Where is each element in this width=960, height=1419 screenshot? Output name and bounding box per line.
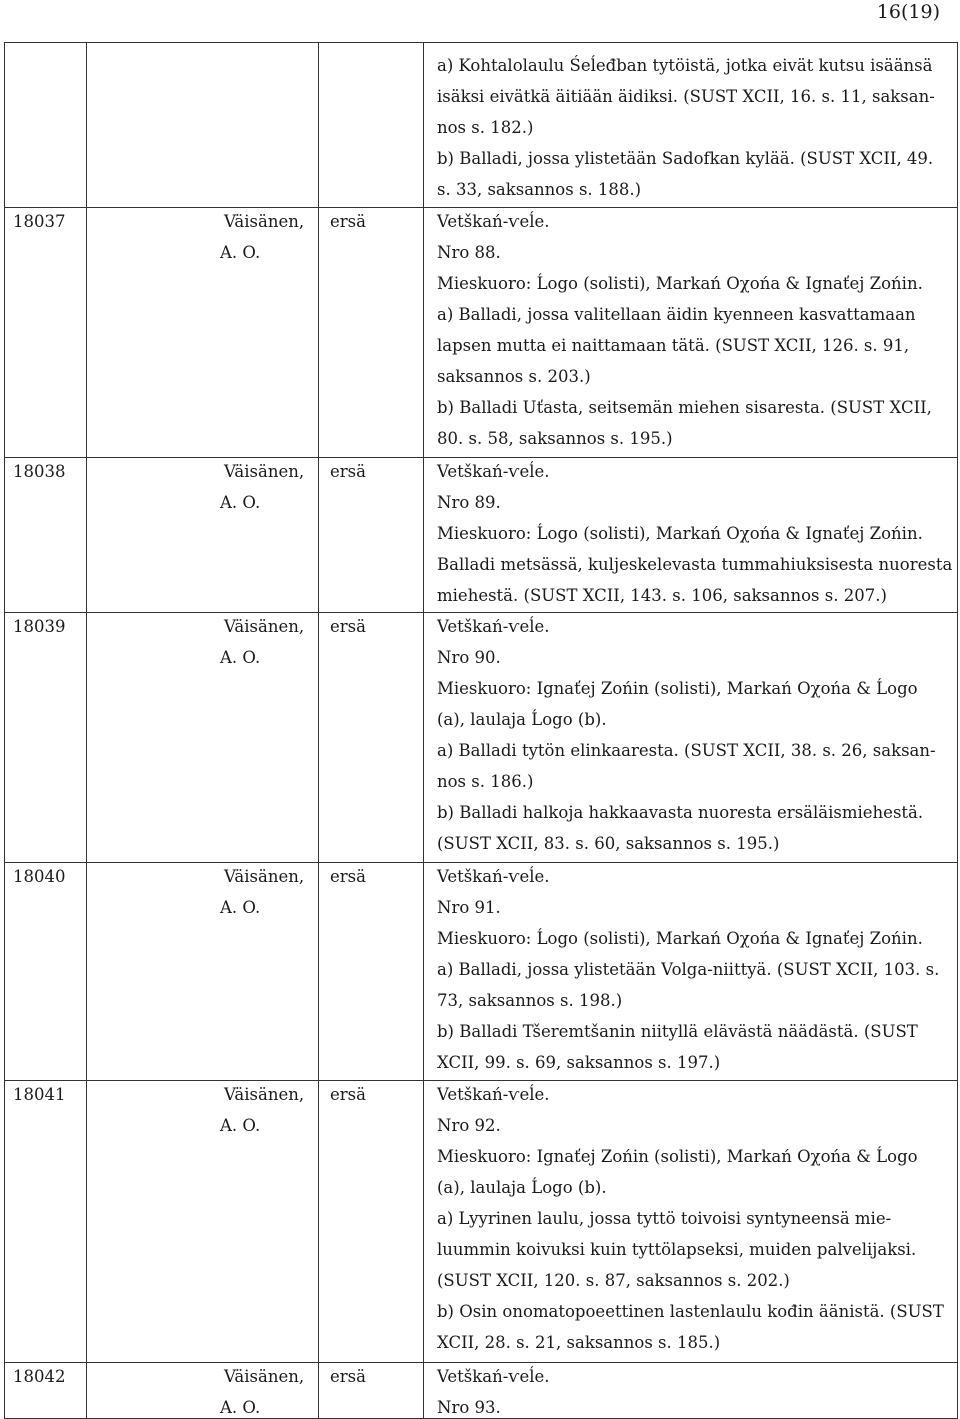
table-row (5, 1081, 958, 1363)
description-cell (424, 208, 958, 458)
description-line: Nro 88. (437, 243, 501, 262)
description-line: Vetškań-ѵeĺe. (437, 1367, 550, 1386)
collector-initials: A. O. (220, 898, 261, 917)
description-line: XCII, 28. s. 21, saksannos s. 185.) (437, 1333, 721, 1352)
description-line: Vetškań-ѵeĺe. (437, 617, 550, 636)
collector-cell (87, 613, 319, 863)
collector-cell (87, 208, 319, 458)
language-label: ersä (330, 617, 366, 636)
table-row-continuation (5, 43, 958, 208)
description-line: isäksi eivätkä äitiään äidiksi. (SUST XCII, 16. s. 11, saksan- (437, 87, 935, 106)
collector-initials: A. O. (220, 1398, 261, 1417)
table-row (5, 613, 958, 863)
description-line: Vetškań-ѵeĺe. (437, 1085, 550, 1104)
table-row (5, 458, 958, 613)
record-id: 18042 (13, 1367, 66, 1386)
description-line: Mieskuoro: Ĺogo (solisti), Markań Oχońa & Ignaťej Zońin. (437, 929, 923, 948)
language-cell (319, 458, 424, 613)
description-line: a) Balladi, jossa ylistetään Volga-niittyä. (SUST XCII, 103. s. (437, 960, 940, 979)
description-line: Nro 93. (437, 1398, 501, 1417)
description-line: a) Lyyrinen laulu, jossa tyttö toivoisi syntyneensä mie- (437, 1209, 892, 1228)
collector-initials: A. O. (220, 1116, 261, 1135)
collector-cell (87, 863, 319, 1081)
description-cell (424, 863, 958, 1081)
collector-name: Väisänen, (224, 1367, 305, 1386)
description-cell (424, 1363, 958, 1419)
description-line: Nro 91. (437, 898, 501, 917)
table-row (5, 1363, 958, 1419)
language-label: ersä (330, 1085, 366, 1104)
description-line: b) Osin onomatopoeettinen lastenlaulu kođin äänistä. (SUST (437, 1302, 944, 1321)
description-line: saksannos s. 203.) (437, 367, 591, 386)
language-cell (319, 208, 424, 458)
description-line: Nro 90. (437, 648, 501, 667)
description-line: lapsen mutta ei naittamaan tätä. (SUST XCII, 126. s. 91, (437, 336, 910, 355)
description-line: Vetškań-ѵeĺe. (437, 867, 550, 886)
collector-name: Väisänen, (224, 1085, 305, 1104)
id-cell (5, 1363, 87, 1419)
collector-cell (87, 43, 319, 208)
description-line: 73, saksannos s. 198.) (437, 991, 623, 1010)
description-line: miehestä. (SUST XCII, 143. s. 106, saksannos s. 207.) (437, 586, 887, 605)
page-number: 16(19) (876, 1, 940, 23)
language-label: ersä (330, 212, 366, 231)
description-line: Mieskuoro: Ignaťej Zońin (solisti), Markań Oχońa & Ĺogo (437, 1147, 918, 1166)
language-cell (319, 613, 424, 863)
description-line: a) Balladi tytön elinkaaresta. (SUST XCII, 38. s. 26, saksan- (437, 741, 936, 760)
description-line: Mieskuoro: Ĺogo (solisti), Markań Oχońa & Ignaťej Zońin. (437, 524, 923, 543)
collector-name: Väisänen, (224, 867, 305, 886)
description-line: Vetškań-ѵeĺe. (437, 462, 550, 481)
description-line: (SUST XCII, 83. s. 60, saksannos s. 195.) (437, 834, 780, 853)
id-cell (5, 43, 87, 208)
id-cell (5, 1081, 87, 1363)
description-line: Nro 89. (437, 493, 501, 512)
description-line: (a), laulaja Ĺogo (b). (437, 710, 607, 729)
description-line: XCII, 99. s. 69, saksannos s. 197.) (437, 1053, 721, 1072)
description-line: a) Kohtalolaulu Śeĺeđban tytöistä, jotka eivät kutsu isäänsä (437, 56, 933, 75)
description-line: Mieskuoro: Ignaťej Zońin (solisti), Markań Oχońa & Ĺogo (437, 679, 918, 698)
language-cell (319, 43, 424, 208)
collector-name: Väisänen, (224, 462, 305, 481)
archive-table (4, 42, 958, 1419)
description-line: Nro 92. (437, 1116, 501, 1135)
table-row (5, 863, 958, 1081)
collector-cell (87, 1363, 319, 1419)
id-cell (5, 613, 87, 863)
record-id: 18040 (13, 867, 66, 886)
description-line: s. 33, saksannos s. 188.) (437, 180, 642, 199)
description-line: b) Balladi Tšeremtšanin niityllä elävästä näädästä. (SUST (437, 1022, 918, 1041)
description-line: Mieskuoro: Ĺogo (solisti), Markań Oχońa & Ignaťej Zońin. (437, 274, 923, 293)
language-cell (319, 863, 424, 1081)
description-line: b) Balladi halkoja hakkaavasta nuoresta ersäläismiehestä. (437, 803, 924, 822)
description-line: nos s. 182.) (437, 118, 534, 137)
id-cell (5, 863, 87, 1081)
description-cell (424, 458, 958, 613)
description-line: luummin koivuksi kuin tyttölapseksi, muiden palvelijaksi. (437, 1240, 917, 1259)
language-label: ersä (330, 1367, 366, 1386)
language-label: ersä (330, 867, 366, 886)
collector-initials: A. O. (220, 493, 261, 512)
description-line: nos s. 186.) (437, 772, 534, 791)
description-cell (424, 613, 958, 863)
id-cell (5, 208, 87, 458)
table-row (5, 208, 958, 458)
language-cell (319, 1081, 424, 1363)
description-line: (a), laulaja Ĺogo (b). (437, 1178, 607, 1197)
collector-cell (87, 1081, 319, 1363)
language-cell (319, 1363, 424, 1419)
collector-initials: A. O. (220, 648, 261, 667)
id-cell (5, 458, 87, 613)
record-id: 18037 (13, 212, 66, 231)
collector-name: Väisänen, (224, 212, 305, 231)
description-line: Vetškań-ѵeĺe. (437, 212, 550, 231)
collector-cell (87, 458, 319, 613)
record-id: 18039 (13, 617, 66, 636)
description-line: (SUST XCII, 120. s. 87, saksannos s. 202.) (437, 1271, 790, 1290)
collector-initials: A. O. (220, 243, 261, 262)
record-id: 18038 (13, 462, 66, 481)
description-line: a) Balladi, jossa valitellaan äidin kyenneen kasvattamaan (437, 305, 916, 324)
record-id: 18041 (13, 1085, 66, 1104)
language-label: ersä (330, 462, 366, 481)
description-line: b) Balladi Uťasta, seitsemän miehen sisaresta. (SUST XCII, (437, 398, 932, 417)
description-line: Balladi metsässä, kuljeskelevasta tummahiuksisesta nuoresta (437, 555, 953, 574)
description-line: 80. s. 58, saksannos s. 195.) (437, 429, 673, 448)
collector-name: Väisänen, (224, 617, 305, 636)
description-cell (424, 1081, 958, 1363)
description-cell (424, 43, 958, 208)
description-line: b) Balladi, jossa ylistetään Sadofkan kylää. (SUST XCII, 49. (437, 149, 934, 168)
